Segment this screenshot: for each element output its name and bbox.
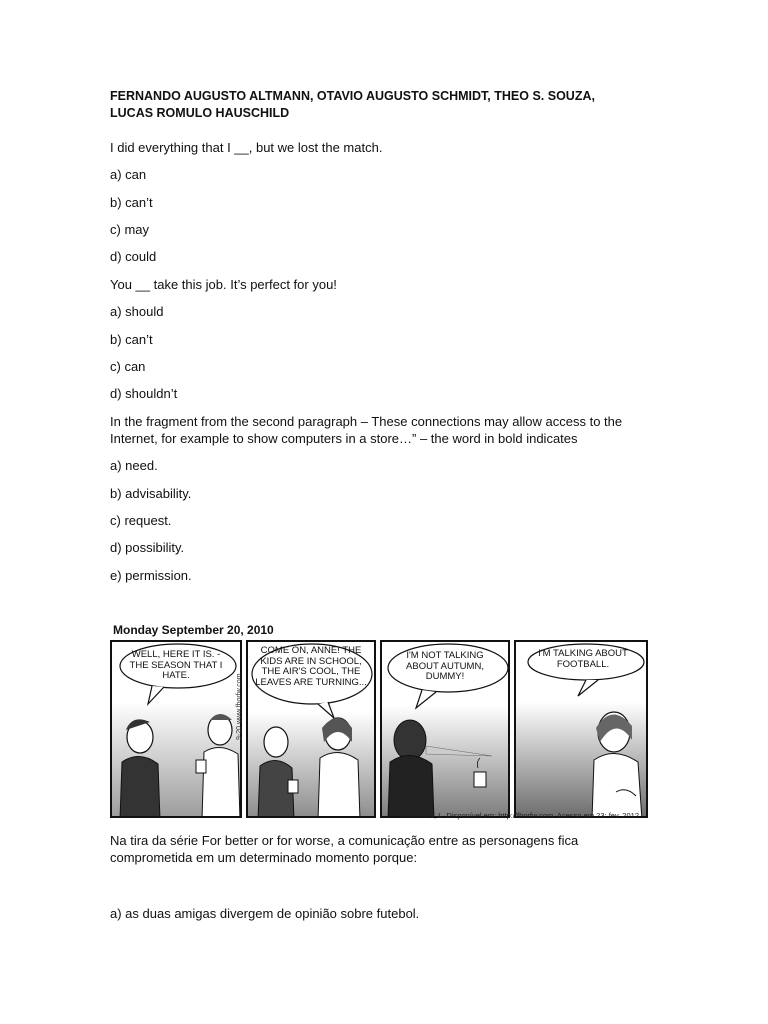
question-3-prompt: In the fragment from the second paragraph – These connections may allow access to the Internet, for example to show computers in a store…” – the word in bold indicates [110, 414, 623, 446]
comic-panel-4 [514, 640, 648, 818]
q3-option-d: d) possibility. [110, 540, 185, 555]
comic-panel-3 [380, 640, 510, 818]
question-2-prompt: You __ take this job. It’s perfect for you! [110, 277, 337, 292]
panel-3-speech: I'M NOT TALKING ABOUT AUTUMN, DUMMY! [406, 650, 484, 682]
comic-side-url: 9-20 www.fborfw.com [236, 673, 243, 740]
q1-option-d: d) could [110, 249, 157, 264]
q3-option-b: b) advisability. [110, 486, 192, 501]
authors-heading: FERNANDO AUGUSTO ALTMANN, OTAVIO AUGUSTO SCHMIDT, THEO S. SOUZA, LUCAS ROMULO HAUSCHILD [110, 89, 595, 120]
question-1-prompt: I did everything that I __, but we lost the match. [110, 140, 383, 155]
panel-4-speech: I'M TALKING ABOUT FOOTBALL. [538, 648, 628, 670]
q3-option-c: c) request. [110, 513, 172, 528]
comic-panel-2 [246, 640, 376, 818]
panel-2-speech: COME ON, ANNE! THE KIDS ARE IN SCHOOL, THE AIR'S COOL, THE LEAVES ARE TURNING... [255, 645, 367, 688]
panel-1-speech: WELL, HERE IT IS. - THE SEASON THAT I HATE. [129, 649, 223, 681]
q2-option-c: c) can [110, 359, 146, 374]
comic-panel-1 [110, 640, 242, 818]
q1-option-b: b) can’t [110, 195, 153, 210]
q2-option-d: d) shouldn’t [110, 386, 178, 401]
q1-option-a: a) can [110, 167, 147, 182]
q2-option-b: b) can’t [110, 332, 153, 347]
comic-credit: RIDGWAY, L. Disponível em: http://fborfw.com. Acesso em 23: fev. 2012. [400, 811, 642, 820]
question-4-prompt: Na tira da série For better or for worse, a comunicação entre as personagens fica comprometida em um determinado momento porque: [110, 833, 579, 865]
q3-option-a: a) need. [110, 458, 158, 473]
comic-strip [110, 620, 648, 825]
q2-option-a: a) should [110, 304, 164, 319]
q4-option-a: a) as duas amigas divergem de opinião sobre futebol. [110, 906, 420, 921]
comic-date: Monday September 20, 2010 [113, 623, 274, 637]
q3-option-e: e) permission. [110, 568, 192, 583]
q1-option-c: c) may [110, 222, 149, 237]
